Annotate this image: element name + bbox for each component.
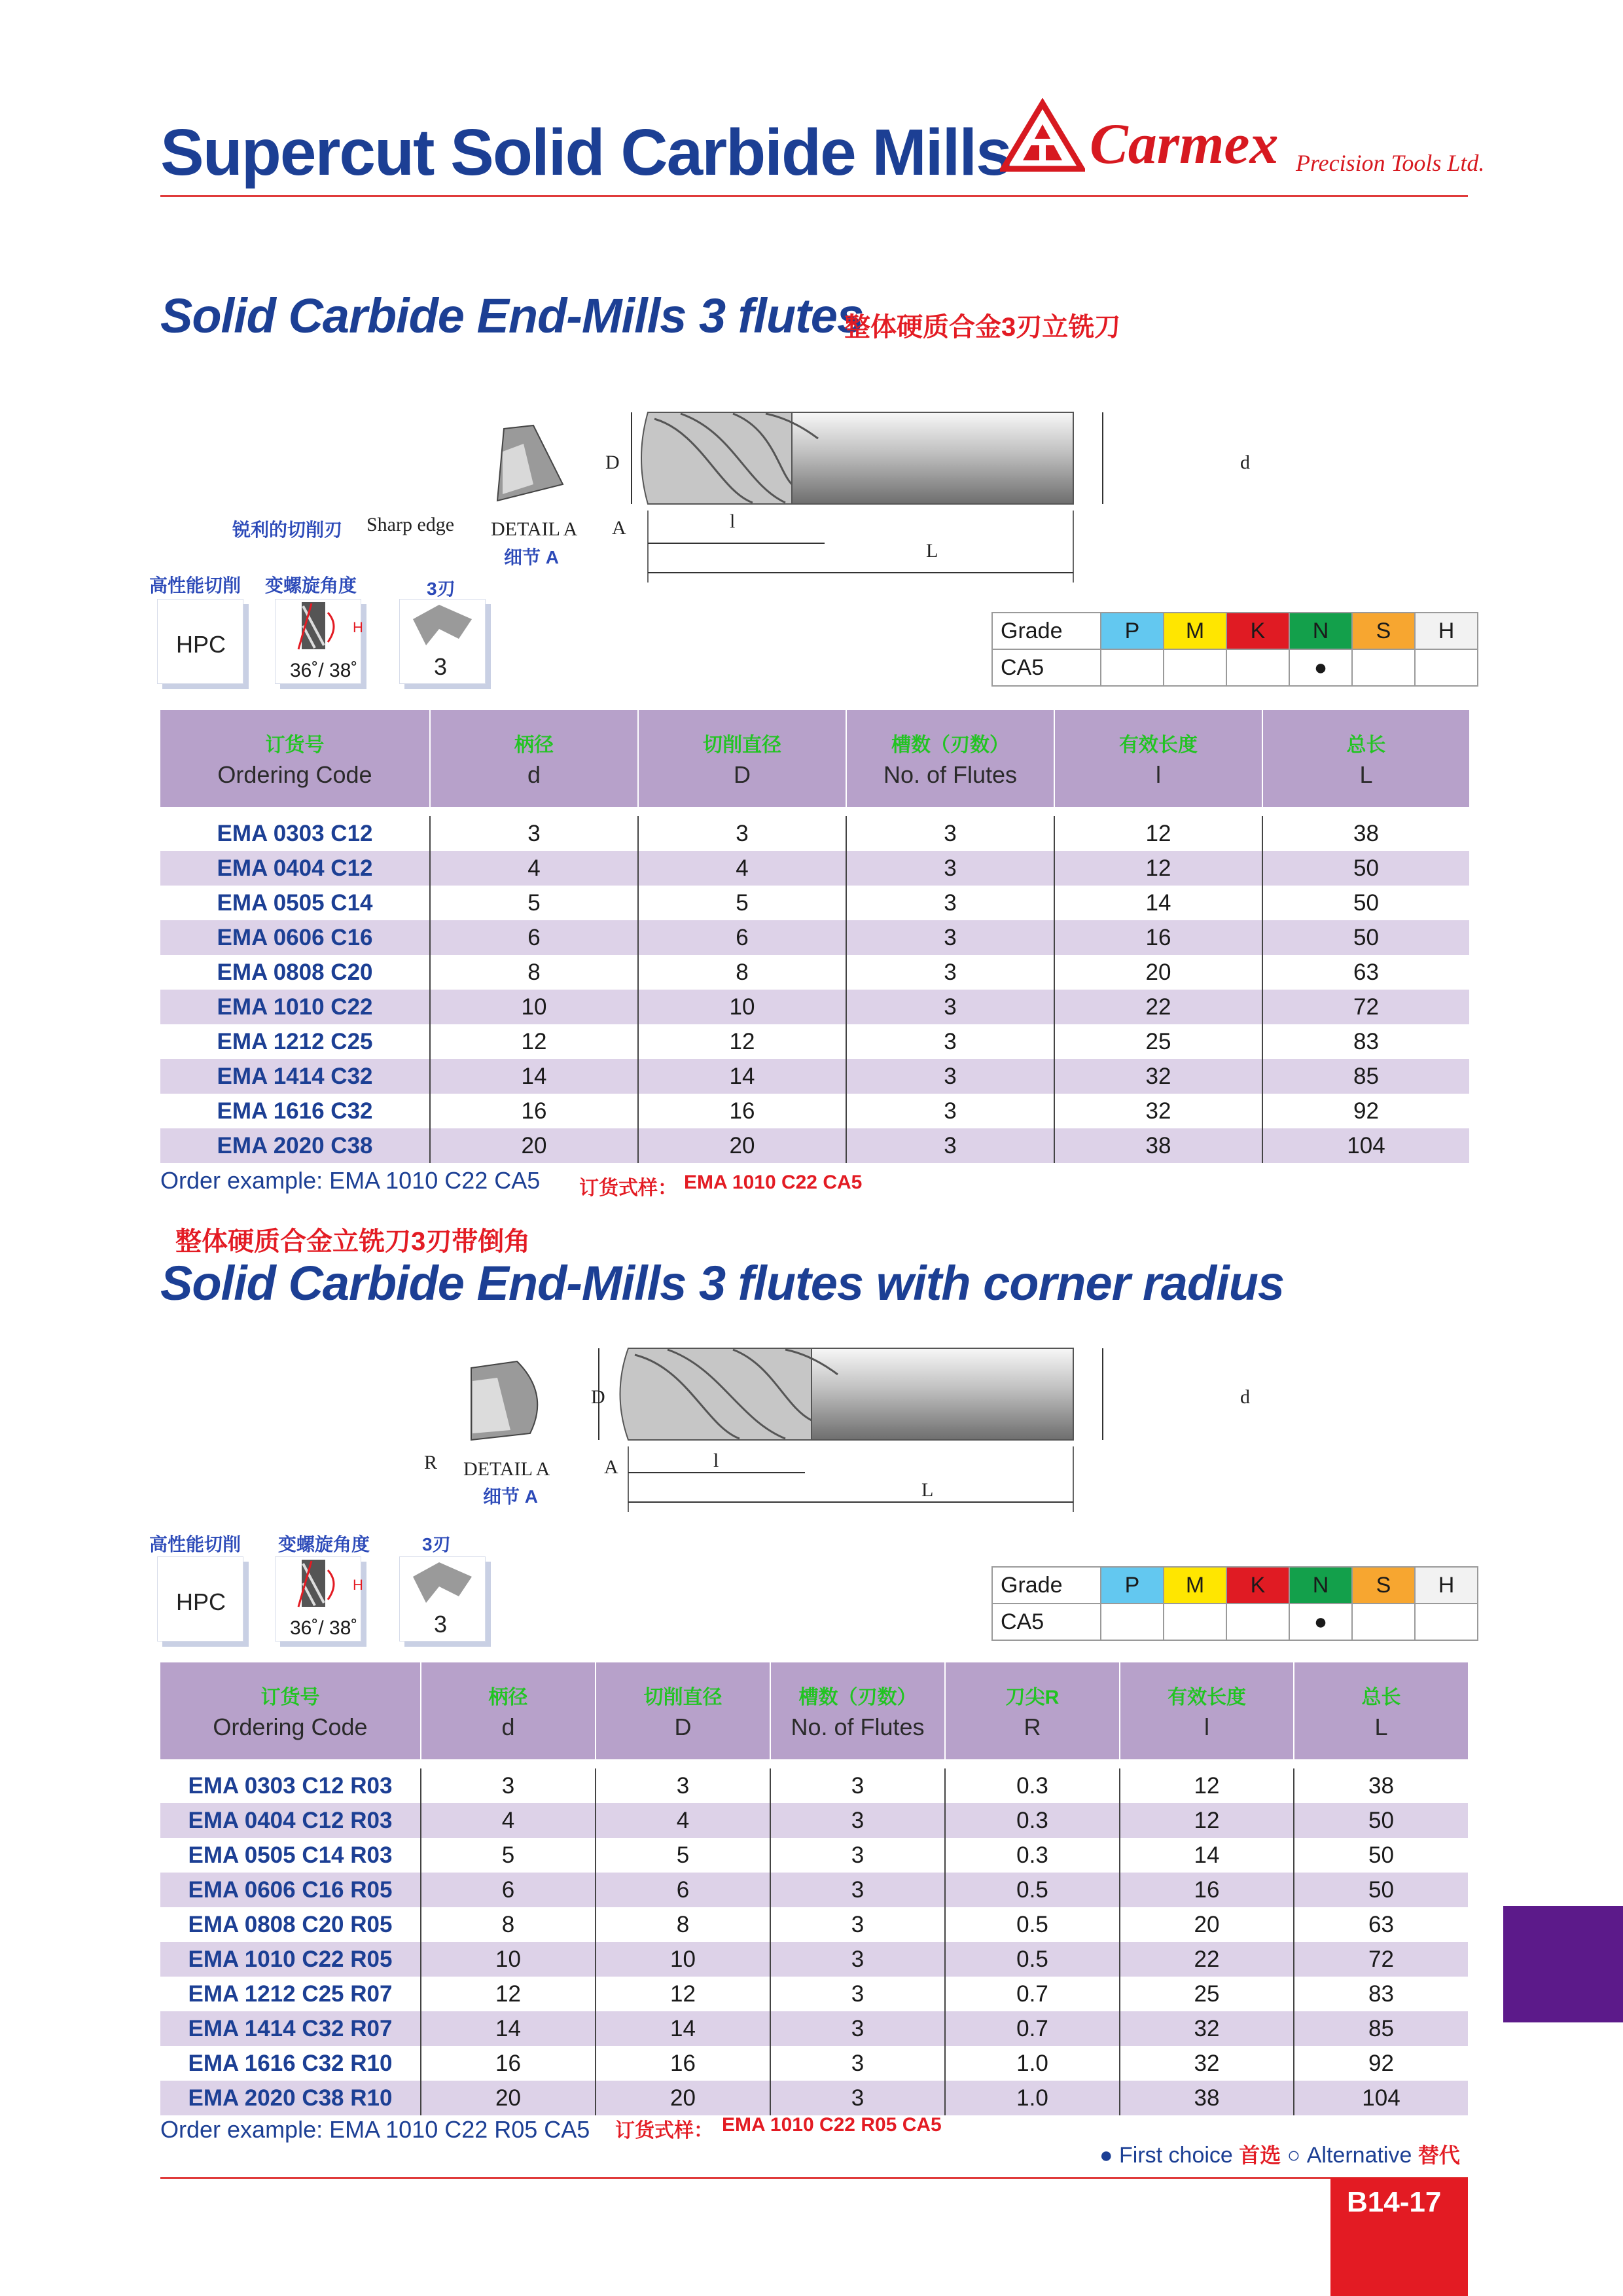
helix-angle-label-2: 36˚/ 38˚ bbox=[290, 1617, 358, 1639]
table-cell: 4 bbox=[596, 1803, 770, 1838]
table-cell: 3 bbox=[770, 1942, 945, 1977]
table-row bbox=[160, 1128, 1469, 1163]
table-row bbox=[160, 2081, 1468, 2115]
table-cell: 16 bbox=[1120, 1873, 1294, 1907]
ordering-code-cell: EMA 2020 C38 R10 bbox=[160, 2081, 421, 2115]
table-cell: 14 bbox=[1120, 1838, 1294, 1873]
dim-L-label-2: L bbox=[921, 1479, 934, 1501]
ordering-code-cell: EMA 1616 C32 bbox=[160, 1094, 430, 1128]
table-cell: 8 bbox=[596, 1907, 770, 1942]
table-cell: 3 bbox=[846, 990, 1054, 1024]
order-example-cn-1: 订货式样： bbox=[579, 1177, 677, 1199]
table-cell: 50 bbox=[1368, 1842, 1394, 1868]
dim-D-label: D bbox=[605, 452, 620, 473]
col-flutes: 槽数（刃数） No. of Flutes bbox=[846, 710, 1054, 812]
alternative-icon: ○ bbox=[1287, 2143, 1301, 2168]
table-cell: 32 bbox=[1120, 2046, 1294, 2081]
product-table-2 bbox=[160, 1662, 1468, 2115]
table-cell: 3 bbox=[421, 1764, 596, 1803]
table-cell: 14 bbox=[638, 1059, 846, 1094]
helix-angle-label: 36˚/ 38˚ bbox=[290, 660, 358, 681]
sharp-edge-label: Sharp edge bbox=[366, 514, 455, 535]
table-row bbox=[160, 2011, 1468, 2046]
col-ordering-code: 订货号 Ordering Code bbox=[160, 710, 430, 812]
table-cell: 4 bbox=[421, 1803, 596, 1838]
grade-M: M bbox=[1164, 613, 1226, 649]
ordering-code-cell: EMA 0808 C20 R05 bbox=[160, 1907, 421, 1942]
flutes-cn: 3刃 bbox=[427, 579, 455, 599]
detail-a-label-2: DETAIL A bbox=[463, 1458, 550, 1480]
table-cell: 3 bbox=[846, 851, 1054, 886]
table-cell: 3 bbox=[846, 1024, 1054, 1059]
grade-S: S bbox=[1352, 613, 1415, 649]
helix-icon: H 36˚/ 38˚ bbox=[275, 599, 361, 684]
table-cell: 3 bbox=[770, 1838, 945, 1873]
section1-title-cn: 整体硬质合金3刃立铣刀 bbox=[844, 313, 1121, 342]
grade-table-2 bbox=[991, 1566, 1478, 1641]
table-row bbox=[160, 1942, 1468, 1977]
table-cell: 3 bbox=[770, 1907, 945, 1942]
table-cell: 1.0 bbox=[945, 2046, 1120, 2081]
table-cell: 63 bbox=[1368, 1911, 1394, 1937]
carmex-logo-icon bbox=[1000, 98, 1085, 173]
table-cell: 4 bbox=[638, 851, 846, 886]
helix-cn-2: 变螺旋角度 bbox=[278, 1534, 370, 1554]
table-cell: 20 bbox=[430, 1128, 638, 1163]
flute-section-icon bbox=[400, 600, 485, 652]
table-cell: 5 bbox=[638, 886, 846, 920]
ordering-code-cell: EMA 1616 C32 R10 bbox=[160, 2046, 421, 2081]
table-cell: 72 bbox=[1294, 1942, 1468, 1977]
logo-word: Carmex bbox=[1090, 113, 1279, 176]
table-cell: 3 bbox=[596, 1764, 770, 1803]
table-cell: 20 bbox=[638, 1128, 846, 1163]
page-title: Supercut Solid Carbide Mills bbox=[160, 116, 1011, 189]
grade-H: H bbox=[1415, 613, 1478, 649]
col-l: 有效长度 l bbox=[1054, 710, 1262, 812]
table-cell: 16 bbox=[430, 1094, 638, 1128]
table-cell: 10 bbox=[596, 1942, 770, 1977]
table-cell: 6 bbox=[421, 1873, 596, 1907]
table-cell: 5 bbox=[421, 1838, 596, 1873]
table-cell: 12 bbox=[1120, 1764, 1294, 1803]
order-example-cn-code-1: EMA 1010 C22 CA5 bbox=[684, 1172, 863, 1193]
table-cell: 20 bbox=[1120, 1907, 1294, 1942]
table-cell: 4 bbox=[430, 851, 638, 886]
hpc-cn-2: 高性能切削 bbox=[149, 1534, 241, 1554]
table-cell: 16 bbox=[1054, 920, 1262, 955]
ordering-code-cell: EMA 0606 C16 bbox=[160, 920, 430, 955]
table-cell: 14 bbox=[596, 2011, 770, 2046]
grade-K: K bbox=[1226, 613, 1289, 649]
footer-divider bbox=[160, 2177, 1468, 2179]
table-cell: 20 bbox=[596, 2081, 770, 2115]
col-L: 总长 L bbox=[1262, 710, 1469, 812]
table-cell: 12 bbox=[638, 1024, 846, 1059]
side-tab bbox=[1503, 1906, 1623, 2022]
grade-mark: ● bbox=[1289, 649, 1352, 686]
table-cell: 38 bbox=[1294, 1764, 1468, 1803]
table-cell: 63 bbox=[1353, 959, 1379, 985]
order-example-cn-2: 订货式样： bbox=[615, 2120, 713, 2142]
table-cell: 0.3 bbox=[945, 1764, 1120, 1803]
table-cell: 10 bbox=[430, 990, 638, 1024]
order-example-2: Order example: EMA 1010 C22 R05 CA5 bbox=[160, 2116, 590, 2143]
ordering-code-cell: EMA 1010 C22 bbox=[160, 990, 430, 1024]
table-cell: 92 bbox=[1353, 1098, 1379, 1124]
helix-cutter-icon bbox=[276, 1557, 361, 1609]
table-cell: 85 bbox=[1262, 1059, 1469, 1094]
ordering-code-cell: EMA 1414 C32 bbox=[160, 1059, 430, 1094]
order-example-cn-code-2: EMA 1010 C22 R05 CA5 bbox=[722, 2114, 942, 2136]
table-cell: 3 bbox=[770, 2081, 945, 2115]
table-cell: 3 bbox=[430, 812, 638, 851]
table-cell: 32 bbox=[1054, 1094, 1262, 1128]
table-cell: 12 bbox=[1054, 812, 1262, 851]
table-cell: 104 bbox=[1294, 2081, 1468, 2115]
alternative-label: Alternative bbox=[1306, 2143, 1412, 2168]
hpc-icon-2: HPC bbox=[157, 1556, 243, 1641]
ordering-code-cell: EMA 0505 C14 bbox=[160, 886, 430, 920]
table-cell: 3 bbox=[846, 920, 1054, 955]
grade-label: Grade bbox=[992, 613, 1101, 649]
dim-L-label: L bbox=[926, 540, 938, 562]
ordering-code-cell: EMA 0808 C20 bbox=[160, 955, 430, 990]
table-row bbox=[160, 1764, 1468, 1803]
ordering-code-cell: EMA 0303 C12 R03 bbox=[160, 1764, 421, 1803]
table-cell: 22 bbox=[1120, 1942, 1294, 1977]
table-cell: 14 bbox=[421, 2011, 596, 2046]
table-cell: 3 bbox=[770, 1873, 945, 1907]
table-cell: 14 bbox=[430, 1059, 638, 1094]
ordering-code-cell: EMA 0606 C16 R05 bbox=[160, 1873, 421, 1907]
table-row bbox=[160, 1873, 1468, 1907]
col-d: 柄径 d bbox=[421, 1662, 596, 1764]
table-cell: 38 bbox=[1120, 2081, 1294, 2115]
table-cell: 0.3 bbox=[945, 1838, 1120, 1873]
col-d: 柄径 d bbox=[430, 710, 638, 812]
grade-S: S bbox=[1352, 1567, 1415, 1604]
dim-D-label-2: D bbox=[591, 1386, 605, 1408]
table-cell: 8 bbox=[421, 1907, 596, 1942]
grade-N: N bbox=[1289, 1567, 1352, 1604]
section1-title: Solid Carbide End-Mills 3 flutes bbox=[160, 289, 864, 343]
page-number: B14-17 bbox=[1347, 2186, 1442, 2218]
table-cell: 12 bbox=[1054, 851, 1262, 886]
grade-mark bbox=[1415, 1604, 1478, 1640]
end-mill-drawing bbox=[484, 393, 1257, 589]
table-row bbox=[160, 1977, 1468, 2011]
table-cell: 3 bbox=[846, 1094, 1054, 1128]
table-cell: 12 bbox=[596, 1977, 770, 2011]
table-row bbox=[160, 1803, 1468, 1838]
grade-N: N bbox=[1289, 613, 1352, 649]
hpc-icon: HPC bbox=[157, 599, 243, 684]
table-cell: 50 bbox=[1262, 920, 1469, 955]
col-ordering-code: 订货号 Ordering Code bbox=[160, 1662, 421, 1764]
table-cell: 38 bbox=[1054, 1128, 1262, 1163]
sharp-edge-cn: 锐利的切削刃 bbox=[232, 520, 343, 540]
grade-mark bbox=[1226, 649, 1289, 686]
table-row bbox=[160, 886, 1469, 920]
table-row bbox=[160, 2046, 1468, 2081]
table-cell: 22 bbox=[1054, 990, 1262, 1024]
table-cell: 3 bbox=[846, 955, 1054, 990]
detail-a-label: DETAIL A bbox=[491, 518, 578, 540]
table-cell: 3 bbox=[846, 886, 1054, 920]
radius-R-label: R bbox=[424, 1452, 438, 1473]
section2-title: Solid Carbide End-Mills 3 flutes with corner radius bbox=[160, 1256, 1285, 1310]
table-cell: 6 bbox=[596, 1873, 770, 1907]
table-cell: 83 bbox=[1368, 1981, 1394, 2007]
table-row bbox=[160, 990, 1469, 1024]
table-cell: 8 bbox=[430, 955, 638, 990]
grade-mark bbox=[1352, 1604, 1415, 1640]
ordering-code-cell: EMA 0404 C12 bbox=[160, 851, 430, 886]
table-cell: 16 bbox=[421, 2046, 596, 2081]
ordering-code-cell: EMA 0505 C14 R03 bbox=[160, 1838, 421, 1873]
first-choice-label: First choice bbox=[1119, 2143, 1233, 2168]
table-cell: 14 bbox=[1054, 886, 1262, 920]
grade-mark: ● bbox=[1289, 1604, 1352, 1640]
detail-a-cn: 细节 A bbox=[504, 547, 560, 567]
dim-A-label-2: A bbox=[604, 1456, 618, 1478]
first-choice-cn: 首选 bbox=[1239, 2144, 1281, 2167]
table-cell: 3 bbox=[770, 1764, 945, 1803]
helix-icon-2: H 36˚/ 38˚ bbox=[275, 1556, 361, 1641]
grade-P: P bbox=[1101, 1567, 1164, 1604]
table-cell: 10 bbox=[421, 1942, 596, 1977]
grade-mark bbox=[1164, 1604, 1226, 1640]
table-cell: 38 bbox=[1262, 812, 1469, 851]
order-example-1: Order example: EMA 1010 C22 CA5 bbox=[160, 1167, 541, 1194]
table-cell: 12 bbox=[1120, 1803, 1294, 1838]
table-cell: 5 bbox=[596, 1838, 770, 1873]
table-cell: 25 bbox=[1054, 1024, 1262, 1059]
grade-mark bbox=[1415, 649, 1478, 686]
ordering-code-cell: EMA 1212 C25 bbox=[160, 1024, 430, 1059]
col-R: 刀尖R R bbox=[945, 1662, 1120, 1764]
ordering-code-cell: EMA 2020 C38 bbox=[160, 1128, 430, 1163]
table-cell: 0.7 bbox=[945, 1977, 1120, 2011]
table-cell: 83 bbox=[1353, 1028, 1379, 1054]
table-cell: 50 bbox=[1294, 1873, 1468, 1907]
table-cell: 3 bbox=[770, 2046, 945, 2081]
alternative-cn: 替代 bbox=[1418, 2144, 1460, 2167]
table-cell: 50 bbox=[1262, 851, 1469, 886]
table-cell: 0.5 bbox=[945, 1942, 1120, 1977]
table-cell: 20 bbox=[421, 2081, 596, 2115]
table-cell: 12 bbox=[421, 1977, 596, 2011]
ordering-code-cell: EMA 1212 C25 R07 bbox=[160, 1977, 421, 2011]
table-cell: 3 bbox=[638, 812, 846, 851]
col-L: 总长 L bbox=[1294, 1662, 1468, 1764]
helix-cutter-icon bbox=[276, 600, 361, 652]
flute-section-icon bbox=[400, 1557, 485, 1609]
grade-mark bbox=[1226, 1604, 1289, 1640]
table-cell: 5 bbox=[430, 886, 638, 920]
grade-mark bbox=[1101, 649, 1164, 686]
dim-A-label: A bbox=[612, 517, 626, 539]
table-cell: 20 bbox=[1054, 955, 1262, 990]
grade-row-label: CA5 bbox=[992, 649, 1101, 686]
table-cell: 10 bbox=[638, 990, 846, 1024]
grade-table-1 bbox=[991, 612, 1478, 687]
table-row bbox=[160, 851, 1469, 886]
table-cell: 50 bbox=[1294, 1803, 1468, 1838]
table-cell: 0.7 bbox=[945, 2011, 1120, 2046]
grade-M: M bbox=[1164, 1567, 1226, 1604]
table-cell: 3 bbox=[770, 2011, 945, 2046]
table-cell: 3 bbox=[770, 1977, 945, 2011]
table-row bbox=[160, 1838, 1468, 1873]
grade-mark bbox=[1101, 1604, 1164, 1640]
flutes-cn-2: 3刃 bbox=[422, 1534, 451, 1554]
three-flute-icon-2: 3 bbox=[399, 1556, 486, 1641]
table-cell: 0.3 bbox=[945, 1803, 1120, 1838]
ordering-code-cell: EMA 1414 C32 R07 bbox=[160, 2011, 421, 2046]
legend bbox=[1099, 2139, 1460, 2169]
table-cell: 3 bbox=[846, 812, 1054, 851]
table-row bbox=[160, 812, 1469, 851]
table-row bbox=[160, 1024, 1469, 1059]
table-cell: 104 bbox=[1262, 1128, 1469, 1163]
logo-subtitle: Precision Tools Ltd. bbox=[1296, 150, 1485, 176]
ordering-code-cell: EMA 0303 C12 bbox=[160, 812, 430, 851]
table-row bbox=[160, 955, 1469, 990]
dim-d-label: d bbox=[1240, 452, 1250, 473]
dim-l-label-2: l bbox=[713, 1450, 719, 1471]
table-cell: 85 bbox=[1294, 2011, 1468, 2046]
three-flute-icon: 3 bbox=[399, 599, 486, 684]
grade-mark bbox=[1164, 649, 1226, 686]
table-row bbox=[160, 1094, 1469, 1128]
table-cell: 32 bbox=[1054, 1059, 1262, 1094]
helix-cn: 变螺旋角度 bbox=[265, 575, 357, 596]
table-cell: 92 bbox=[1368, 2050, 1394, 2076]
col-l: 有效长度 l bbox=[1120, 1662, 1294, 1764]
table-cell: 16 bbox=[596, 2046, 770, 2081]
dim-l-label: l bbox=[730, 511, 736, 532]
table-cell: 0.5 bbox=[945, 1873, 1120, 1907]
product-table-1 bbox=[160, 710, 1469, 1163]
hpc-cn: 高性能切削 bbox=[149, 575, 241, 596]
table-row bbox=[160, 1059, 1469, 1094]
header-divider bbox=[160, 195, 1468, 197]
grade-mark bbox=[1352, 649, 1415, 686]
table-cell: 50 bbox=[1353, 889, 1379, 916]
table-cell: 12 bbox=[430, 1024, 638, 1059]
table-cell: 3 bbox=[846, 1128, 1054, 1163]
table-cell: 6 bbox=[638, 920, 846, 955]
table-cell: 1.0 bbox=[945, 2081, 1120, 2115]
table-cell: 3 bbox=[846, 1059, 1054, 1094]
grade-row-label: CA5 bbox=[992, 1604, 1101, 1640]
first-choice-icon: ● bbox=[1099, 2143, 1113, 2168]
table-body-1 bbox=[160, 812, 1469, 1163]
table-cell: 32 bbox=[1120, 2011, 1294, 2046]
col-D: 切削直径 D bbox=[638, 710, 846, 812]
table-cell: 72 bbox=[1262, 990, 1469, 1024]
table-cell: 6 bbox=[430, 920, 638, 955]
table-body-2 bbox=[160, 1764, 1468, 2115]
table-row bbox=[160, 920, 1469, 955]
table-cell: 8 bbox=[638, 955, 846, 990]
dim-d-label-2: d bbox=[1240, 1386, 1250, 1408]
table-cell: 25 bbox=[1120, 1977, 1294, 2011]
section2-title-cn: 整体硬质合金立铣刀3刃带倒角 bbox=[175, 1227, 531, 1256]
col-flutes: 槽数（刃数） No. of Flutes bbox=[770, 1662, 945, 1764]
table-cell: 3 bbox=[770, 1803, 945, 1838]
table-cell: 16 bbox=[638, 1094, 846, 1128]
corner-radius-mill-drawing bbox=[458, 1342, 1257, 1518]
ordering-code-cell: EMA 1010 C22 R05 bbox=[160, 1942, 421, 1977]
grade-K: K bbox=[1226, 1567, 1289, 1604]
table-row bbox=[160, 1907, 1468, 1942]
col-D: 切削直径 D bbox=[596, 1662, 770, 1764]
ordering-code-cell: EMA 0404 C12 R03 bbox=[160, 1803, 421, 1838]
grade-H: H bbox=[1415, 1567, 1478, 1604]
grade-P: P bbox=[1101, 613, 1164, 649]
grade-label: Grade bbox=[992, 1567, 1101, 1604]
detail-a-cn-2: 细节 A bbox=[483, 1486, 539, 1507]
table-cell: 0.5 bbox=[945, 1907, 1120, 1942]
